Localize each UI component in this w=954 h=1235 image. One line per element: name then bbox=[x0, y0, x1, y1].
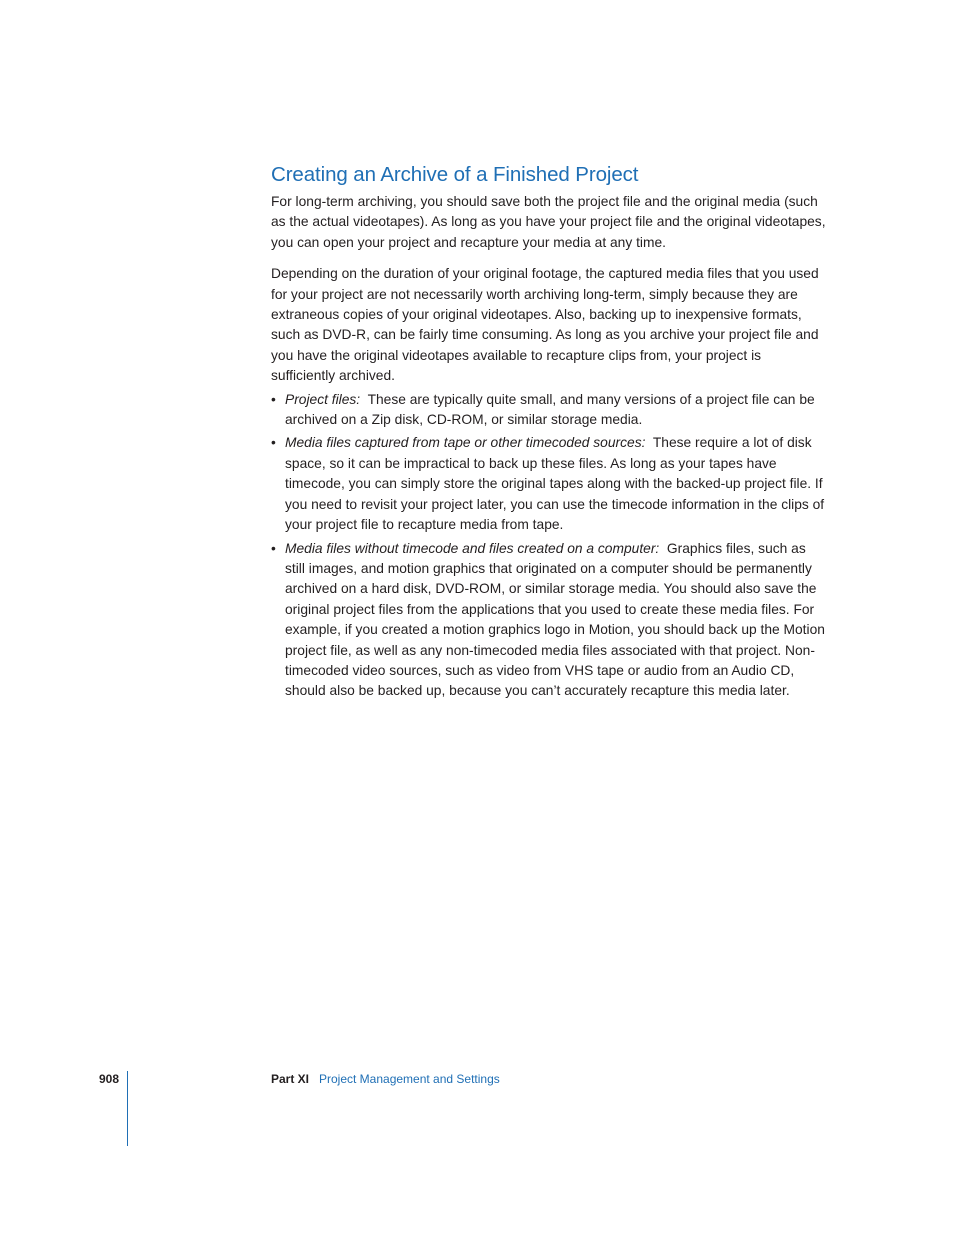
footer-part-label: Part XI bbox=[271, 1072, 310, 1086]
bullet-marker: • bbox=[271, 540, 276, 556]
bullet-list bbox=[271, 390, 827, 702]
list-item-text: These are typically quite small, and many versions of a project file can be archived on a Zip disk, CD-ROM, or similar storage media. bbox=[285, 391, 815, 428]
list-item-project-files bbox=[271, 390, 827, 431]
page-number: 908 bbox=[99, 1072, 120, 1086]
section-heading: Creating an Archive of a Finished Project bbox=[271, 163, 639, 186]
list-item-timecoded-media bbox=[271, 433, 827, 535]
list-item-text: Graphics files, such as still images, and motion graphics that originated on a computer should be permanently archived on a hard disk, DVD-ROM, or similar storage media. You should also save the original project files from the applications that you used to create these media files. For example, if you created a motion graphics logo in Motion, you should back up the Motion project file, as well as any non-timecoded media files associated with that project. Non-timecoded video sources, such as video from VHS tape or audio from an Audio CD, should also be backed up, because you can’t accurately recapture this media later. bbox=[285, 540, 825, 699]
footer-divider bbox=[127, 1071, 128, 1146]
body-paragraph: Depending on the duration of your original footage, the captured media files that you used for your project are not necessarily worth archiving long-term, simply because they are extraneous copies of your original videotapes. Also, backing up to inexpensive formats, such as DVD-R, can be fairly time consuming. As long as you archive your project file and you have the original videotapes available to recapture clips from, your project is sufficiently archived. bbox=[271, 266, 819, 384]
intro-paragraph: For long-term archiving, you should save both the project file and the original media (such as the actual videotapes). As long as you have your project file and the original videotapes, you can open your project and recapture your media at any time. bbox=[271, 194, 826, 250]
list-item-lead: Project files: bbox=[285, 391, 361, 407]
bullet-marker: • bbox=[271, 435, 276, 451]
main-content bbox=[271, 162, 827, 705]
list-item-text: These require a lot of disk space, so it can be impractical to back up these files. As long as your tapes have timecode, you can simply store the original tapes along with the backed-up project file. If you need to revisit your project later, you can use the timecode information in the clips of your project file to recapture media from tape. bbox=[285, 435, 825, 533]
bullet-marker: • bbox=[271, 391, 276, 407]
list-item-lead: Media files captured from tape or other timecoded sources: bbox=[285, 435, 646, 451]
list-item-non-timecoded-media bbox=[271, 539, 827, 702]
list-item-lead: Media files without timecode and files created on a computer: bbox=[285, 540, 660, 556]
footer-chapter-title: Project Management and Settings bbox=[319, 1072, 500, 1086]
